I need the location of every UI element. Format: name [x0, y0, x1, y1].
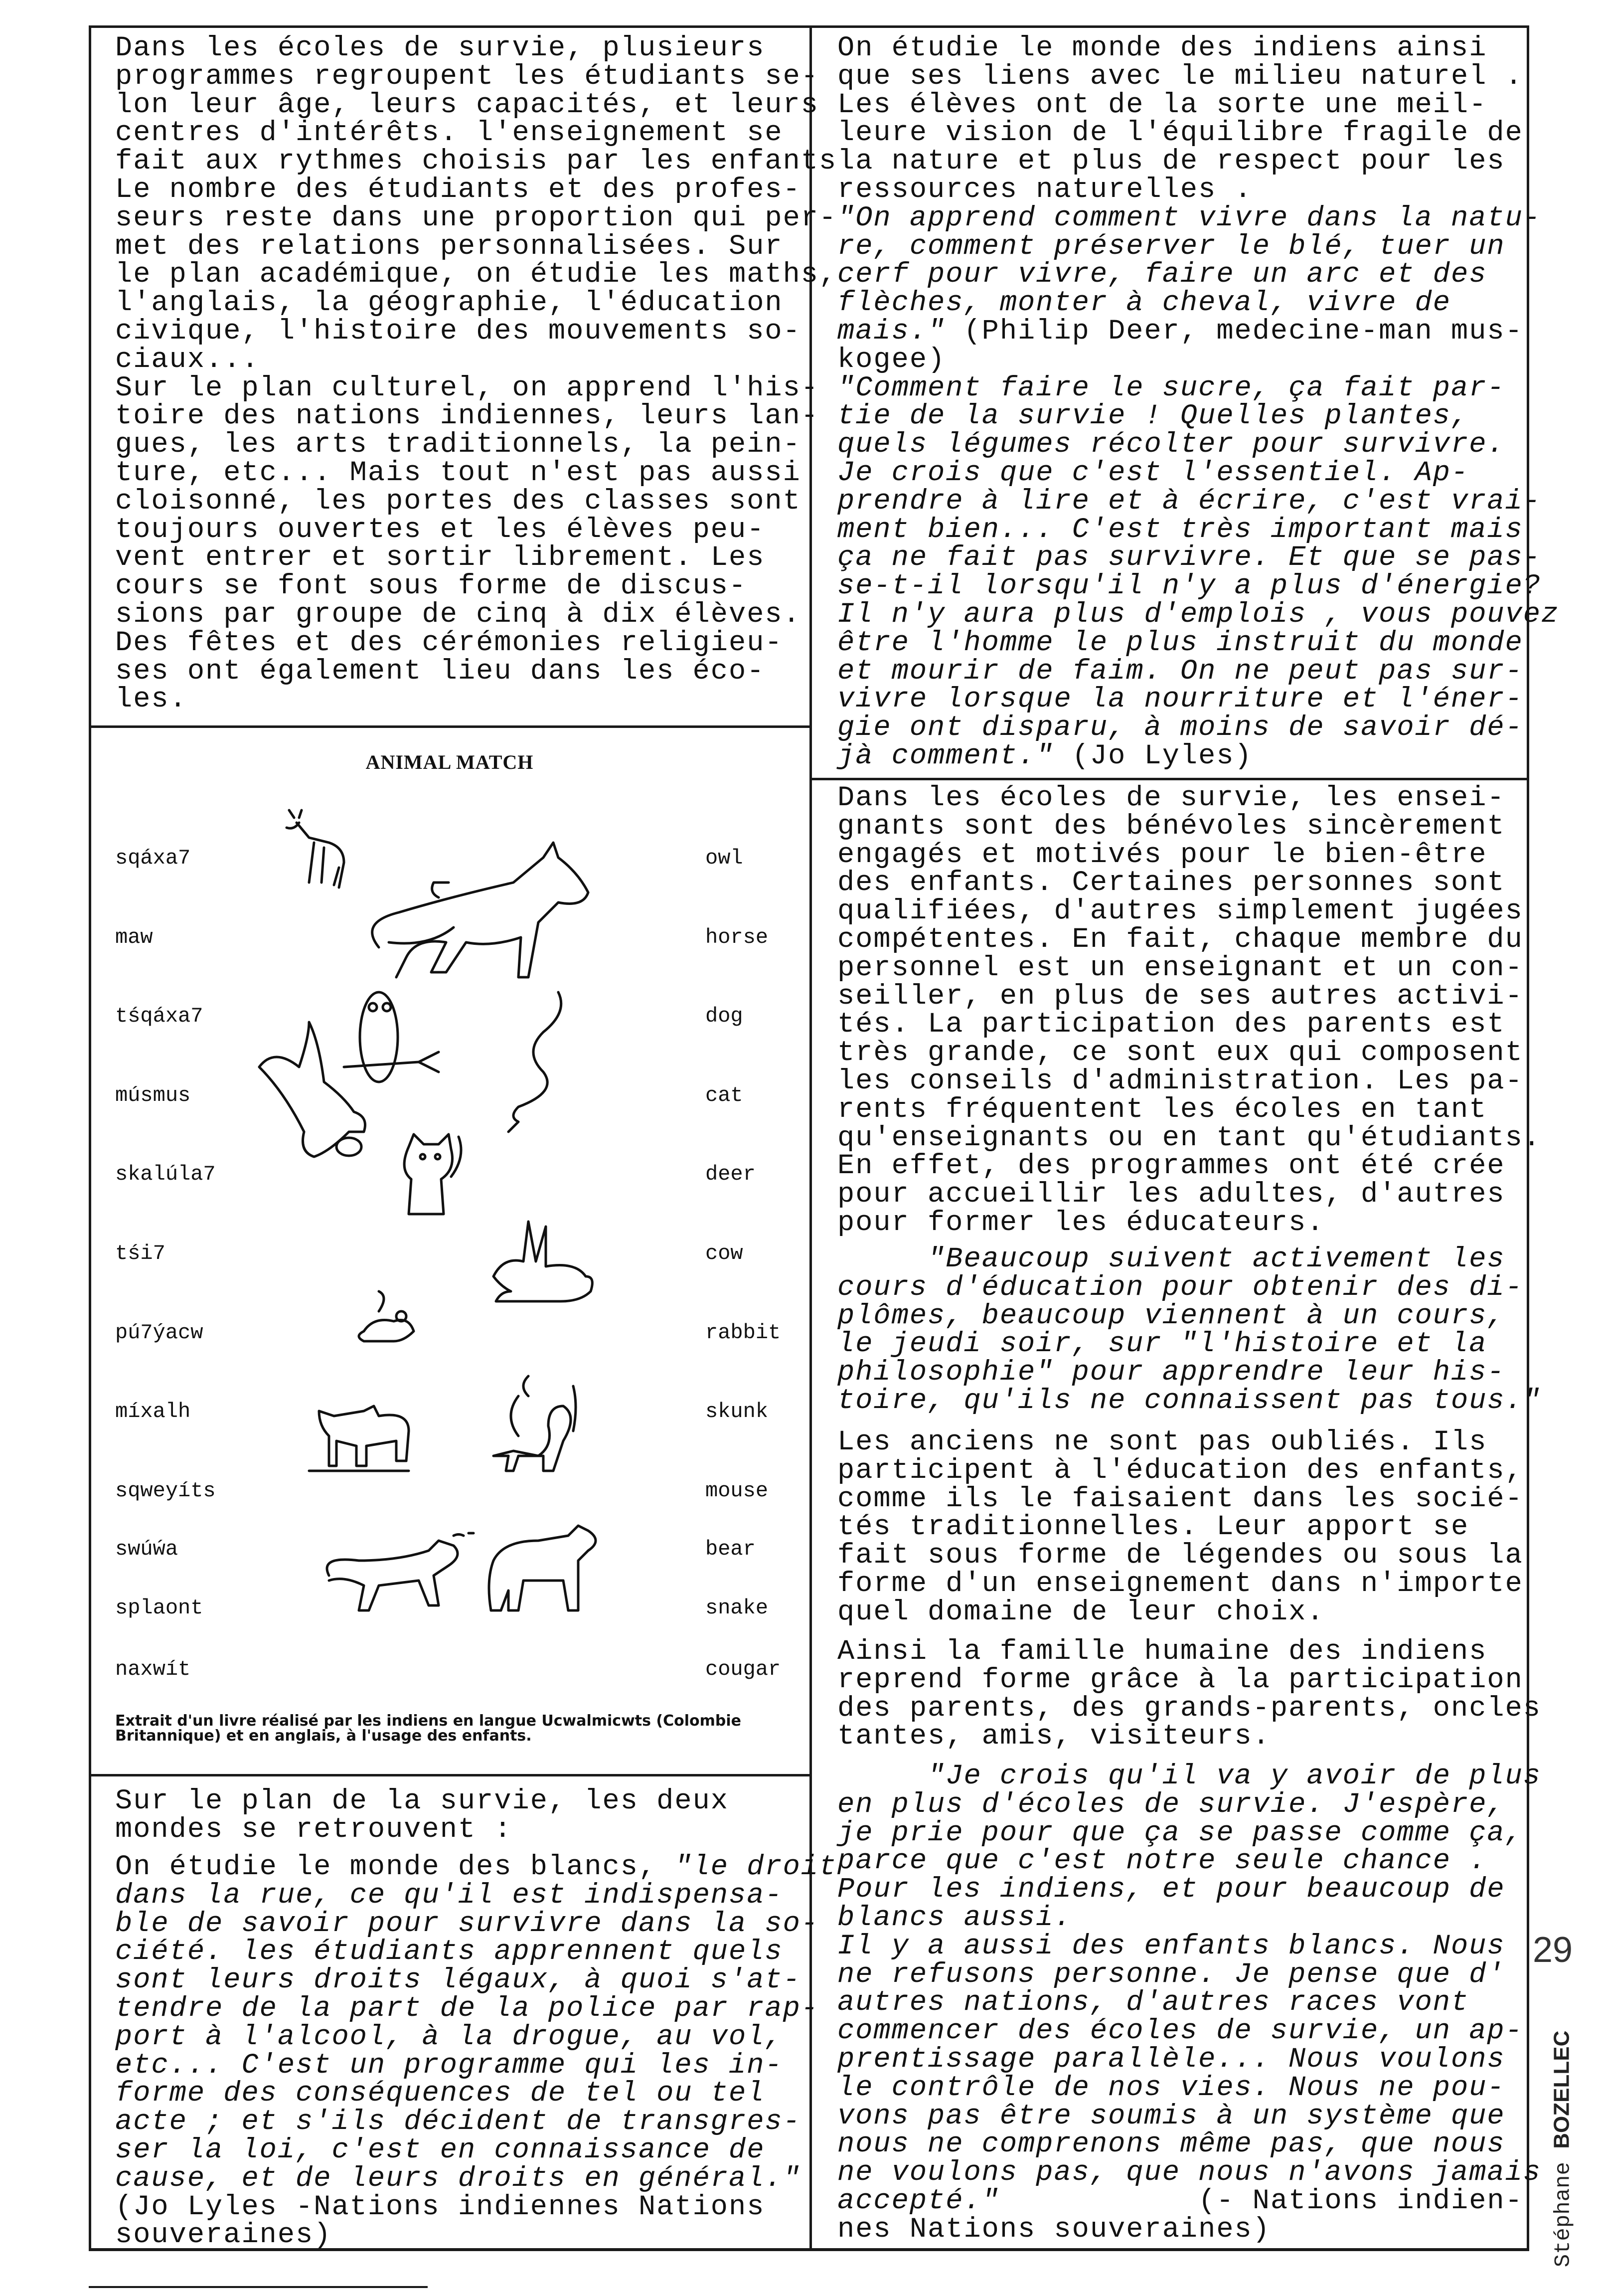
mouse-jumping-drawing — [259, 1022, 365, 1157]
english-word: horse — [705, 925, 769, 949]
text-segment: se-t-il lorsqu'il n'y a plus d'énergie? — [837, 570, 1542, 603]
text-segment: cours d'éducation pour obtenir des di- — [837, 1271, 1523, 1304]
text-segment: ciaux... — [115, 344, 260, 376]
native-word: músmus — [115, 1083, 191, 1107]
text-segment: Sur le plan de la survie, les deux — [115, 1785, 729, 1817]
text-segment: Sur le plan culturel, on apprend l'his- — [115, 372, 819, 404]
text-segment: On étudie le monde des blancs, — [115, 1851, 675, 1883]
text-segment: vivre lorsque la nourriture et l'éner- — [837, 684, 1523, 716]
text-segment: (Jo Lyles -Nations indiennes Nations — [115, 2191, 765, 2223]
text-segment: des enfants. Certaines personnes sont — [837, 867, 1505, 899]
text-segment: Dans les écoles de survie, les ensei- — [837, 782, 1505, 814]
text-segment: gnants sont des bénévoles sincèrement — [837, 810, 1505, 843]
text-segment: "Beaucoup suivent activement les — [837, 1243, 1505, 1275]
text-segment: flèches, monter à cheval, vivre de — [837, 287, 1451, 320]
author-credit — [1550, 2031, 1576, 2268]
text-segment: ne voulons pas, que nous n'avons jamais — [837, 2157, 1542, 2189]
text-segment: que ses liens avec le milieu naturel . — [837, 60, 1523, 93]
text-segment: très grande, ce sont eux qui composent — [837, 1037, 1523, 1069]
text-segment: ser la loi, c'est en connaissance de — [115, 2134, 765, 2166]
text-segment: engagés et motivés pour le bien-être — [837, 839, 1487, 871]
text-segment: prendre à lire et à écrire, c'est vrai- — [837, 485, 1542, 518]
text-segment: On étudie le monde des indiens ainsi — [837, 32, 1487, 64]
english-word: skunk — [705, 1400, 769, 1423]
english-word: owl — [705, 846, 743, 870]
native-word: pú7ýacw — [115, 1321, 203, 1345]
text-segment: Les élèves ont de la sorte une meil- — [837, 89, 1487, 121]
text-segment: cerf pour vivre, faire un arc et des — [837, 259, 1487, 291]
native-word: naxwít — [115, 1657, 191, 1681]
text-segment: plômes, beaucoup viennent à un cours, — [837, 1300, 1505, 1332]
text-segment: rents fréquentent les écoles en tant — [837, 1093, 1487, 1126]
text-segment: Les anciens ne sont pas oubliés. Ils — [837, 1426, 1487, 1458]
native-word: swúẃa — [115, 1537, 178, 1561]
text-segment: Ainsi la famille humaine des indiens — [837, 1636, 1487, 1668]
text-segment: des parents, des grands-parents, oncles — [837, 1692, 1542, 1725]
english-word: cow — [705, 1241, 743, 1265]
text-segment: re, comment préserver le blé, tuer un — [837, 230, 1505, 263]
text-segment: autres nations, d'autres races vont — [837, 1987, 1469, 2019]
text-segment: personnel est un enseignant et un con- — [837, 952, 1523, 984]
text-segment: cloisonné, les portes des classes sont — [115, 485, 801, 518]
text-segment: fait aux rythmes choisis par les enfants — [115, 146, 837, 178]
text-segment: tantes, amis, visiteurs. — [837, 1721, 1271, 1753]
text-segment: toire des nations indiennes, leurs lan- — [115, 400, 819, 433]
page-number: 29 — [1533, 1930, 1573, 1970]
text-segment: en plus d'écoles de survie. J'espère, — [837, 1788, 1505, 1821]
text-segment: les. — [115, 684, 187, 716]
text-segment: le jeudi soir, sur "l'histoire et la — [837, 1328, 1487, 1361]
text-segment: civique, l'histoire des mouvements so- — [115, 315, 801, 348]
text-segment: ça ne fait pas survivre. Et que se pas- — [837, 542, 1542, 574]
text-segment: acte ; et s'ils décident de transgres- — [115, 2106, 801, 2138]
text-segment: accepté." — [837, 2185, 1000, 2217]
text-segment: ses ont également lieu dans les éco- — [115, 655, 765, 688]
text-segment: les conseils d'administration. Les pa- — [837, 1065, 1523, 1097]
text-segment: Pour les indiens, et pour beaucoup de — [837, 1874, 1505, 1906]
text-segment: et mourir de faim. On ne peut pas sur- — [837, 655, 1523, 688]
text-segment: Il y a aussi des enfants blancs. Nous — [837, 1930, 1505, 1962]
text-segment: (- Nations indien- — [999, 2185, 1523, 2217]
text-segment: gues, les arts traditionnels, la pein- — [115, 429, 801, 461]
text-segment: nes Nations souveraines) — [837, 2213, 1271, 2246]
text-segment: toire, qu'ils ne connaissent pas tous." — [837, 1385, 1542, 1417]
text-segment: Le nombre des étudiants et des profes- — [115, 174, 801, 206]
english-word: rabbit — [705, 1321, 781, 1345]
english-word: mouse — [705, 1479, 769, 1503]
text-segment: tendre de la part de la police par rap- — [115, 1992, 819, 2025]
text-segment: prentissage parallèle... Nous voulons — [837, 2043, 1505, 2076]
text-segment: tie de la survie ! Quelles plantes, — [837, 400, 1469, 433]
text-segment: forme d'un enseignement dans n'importe — [837, 1568, 1523, 1600]
text-segment: (Philip Deer, medecine-man mus- — [946, 315, 1523, 348]
text-segment: mais." — [837, 315, 946, 348]
text-segment: sont leurs droits légaux, à quoi s'at- — [115, 1964, 801, 1997]
snake-drawing — [508, 992, 561, 1132]
native-word: tśqáxa7 — [115, 1004, 203, 1028]
text-segment: cause, et de leurs droits en général." — [115, 2162, 801, 2195]
text-segment: ciété. les étudiants apprennent quels — [115, 1936, 783, 1968]
text-segment: tés traditionnelles. Leur apport se — [837, 1511, 1469, 1544]
text-segment: le plan académique, on étudie les maths, — [115, 259, 837, 291]
english-word: cat — [705, 1083, 743, 1107]
text-segment: quels légumes récolter pour survivre. — [837, 429, 1505, 461]
rabbit-drawing — [493, 1222, 592, 1301]
english-word: snake — [705, 1596, 769, 1620]
text-segment: cours se font sous forme de discus- — [115, 570, 747, 603]
text-segment: (Jo Lyles) — [1054, 740, 1253, 772]
text-segment: "Comment faire le sucre, ça fait par- — [837, 372, 1505, 404]
text-segment: parce que c'est notre seule chance . — [837, 1845, 1487, 1878]
animal-match-caption-1: Extrait d'un livre réalisé par les indiens en langue Ucwalmicwts (Colombie — [115, 1712, 742, 1730]
skunk-drawing — [493, 1376, 576, 1471]
text-segment: l'anglais, la géographie, l'éducation — [115, 287, 783, 320]
text-segment: Je crois que c'est l'essentiel. Ap- — [837, 457, 1469, 489]
text-segment: comme ils le faisaient dans les socié- — [837, 1483, 1523, 1515]
animal-match-title: ANIMAL MATCH — [365, 751, 534, 773]
text-segment: la nature et plus de respect pour les — [837, 146, 1505, 178]
text-segment: être l'homme le plus instruit du monde — [837, 627, 1523, 659]
text-segment: programmes regroupent les étudiants se- — [115, 60, 819, 93]
text-segment: Des fêtes et des cérémonies religieu- — [115, 627, 783, 659]
text-segment: seiller, en plus de ses autres activi- — [837, 980, 1523, 1013]
mouse-drawing — [359, 1291, 414, 1341]
text-segment: leure vision de l'équilibre fragile de — [837, 117, 1523, 150]
cow-drawing — [309, 1406, 409, 1471]
text-segment: centres d'intérêts. l'enseignement se — [115, 117, 783, 150]
native-word: maw — [115, 925, 153, 949]
owl-drawing — [344, 992, 439, 1082]
text-segment: "On apprend comment vivre dans la natu- — [837, 202, 1542, 234]
text-segment: ture, etc... Mais tout n'est pas aussi — [115, 457, 801, 489]
text-segment: compétentes. En fait, chaque membre du — [837, 923, 1523, 956]
text-segment: nous ne comprenons même pas, que nous — [837, 2128, 1505, 2161]
text-segment: dans la rue, ce qu'il est indispensa- — [115, 1879, 783, 1912]
text-segment: participent à l'éducation des enfants, — [837, 1454, 1523, 1487]
native-word: míxalh — [115, 1400, 191, 1423]
text-segment: je prie pour que ça se passe comme ça, — [837, 1817, 1523, 1849]
text-segment: En effet, des programmes ont été crée — [837, 1150, 1505, 1183]
author-last-name: BOZELLEC — [1549, 2030, 1574, 2149]
text-segment: etc... C'est un programme qui les in- — [115, 2049, 783, 2082]
text-segment: forme des conséquences de tel ou tel — [115, 2078, 765, 2110]
native-word: splaont — [115, 1596, 203, 1620]
text-segment: seurs reste dans une proportion qui per- — [115, 202, 837, 234]
english-word: bear — [705, 1537, 756, 1561]
text-segment: quel domaine de leur choix. — [837, 1596, 1325, 1628]
text-segment: Dans les écoles de survie, plusieurs — [115, 32, 765, 64]
text-segment: jà comment." — [837, 740, 1054, 772]
text-segment: "le droit — [674, 1851, 837, 1883]
text-segment: port à l'alcool, à la drogue, au vol, — [115, 2021, 783, 2053]
native-word: sqáxa7 — [115, 846, 191, 870]
text-segment: toujours ouvertes et les élèves peu- — [115, 514, 765, 546]
native-word: tśi7 — [115, 1241, 165, 1265]
text-segment: met des relations personnalisées. Sur — [115, 230, 783, 263]
text-segment: souveraines) — [115, 2219, 332, 2252]
text-segment: mondes se retrouvent : — [115, 1813, 512, 1846]
text-segment: fait sous forme de légendes ou sous la — [837, 1540, 1523, 1572]
animal-match-caption-2: Britannique) et en anglais, à l'usage des enfants. — [115, 1727, 532, 1745]
text-segment: kogee) — [837, 344, 946, 376]
native-word: sqweyíts — [115, 1479, 216, 1503]
cougar-drawing — [327, 1533, 474, 1610]
text-segment: Il n'y aura plus d'emplois , vous pouvez — [837, 598, 1560, 631]
text-segment: gie ont disparu, à moins de savoir dé- — [837, 712, 1523, 744]
text-segment: qu'enseignants ou en tant qu'étudiants. — [837, 1122, 1542, 1154]
text-segment: ment bien... C'est très important mais — [837, 514, 1523, 546]
deer-drawing — [287, 810, 344, 887]
text-segment: vent entrer et sortir librement. Les — [115, 542, 765, 574]
text-segment: sions par groupe de cinq à dix élèves. — [115, 598, 801, 631]
english-word: dog — [705, 1004, 743, 1028]
text-segment: ble de savoir pour survivre dans la so- — [115, 1908, 819, 1940]
cat-drawing — [404, 1134, 461, 1214]
horse-drawing — [372, 843, 588, 977]
author-first-name: Stéphane — [1551, 2162, 1576, 2268]
native-word: skalúla7 — [115, 1162, 216, 1186]
text-segment: qualifiées, d'autres simplement jugées — [837, 895, 1523, 928]
text-segment: blancs aussi. — [837, 1902, 1072, 1934]
text-segment: commencer des écoles de survie, un ap- — [837, 2015, 1523, 2048]
english-word: cougar — [705, 1657, 781, 1681]
text-segment: philosophie" pour apprendre leur his- — [837, 1357, 1505, 1389]
text-segment: pour former les éducateurs. — [837, 1207, 1325, 1239]
text-segment: ne refusons personne. Je pense que d' — [837, 1958, 1505, 1991]
text-segment: "Je crois qu'il va y avoir de plus — [837, 1761, 1542, 1792]
text-segment: lon leur âge, leurs capacités, et leurs — [115, 89, 819, 121]
text-segment: tés. La participation des parents est — [837, 1009, 1505, 1041]
text-segment: pour accueillir les adultes, d'autres — [837, 1179, 1505, 1211]
text-segment: le contrôle de nos vies. Nous ne pou- — [837, 2072, 1505, 2104]
text-segment: ressources naturelles . — [837, 174, 1253, 206]
bear-drawing — [489, 1526, 596, 1610]
text-segment: reprend forme grâce à la participation — [837, 1664, 1523, 1696]
text-segment: vons pas être soumis à un système que — [837, 2100, 1505, 2132]
english-word: deer — [705, 1162, 756, 1186]
